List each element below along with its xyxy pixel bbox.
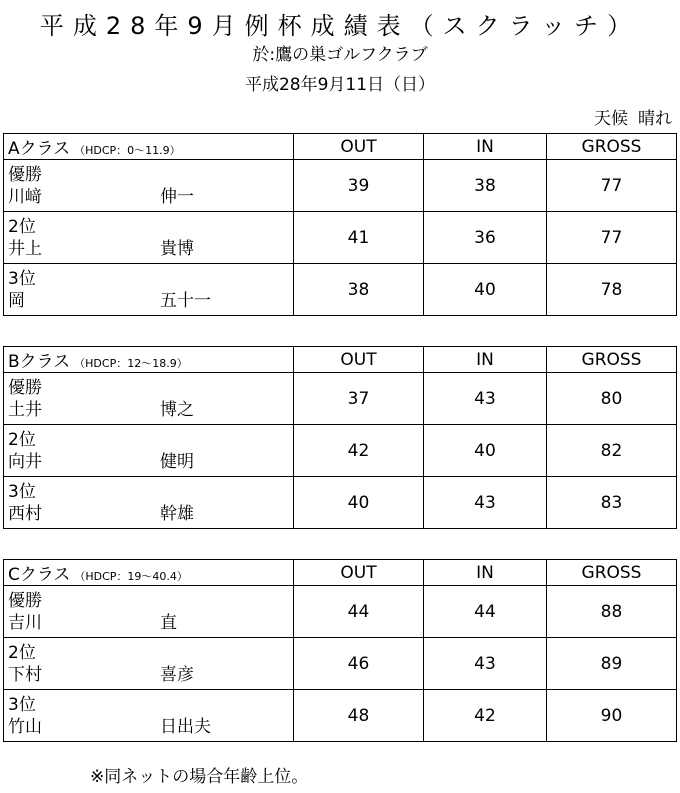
last-name: 下村 [8, 664, 42, 685]
player-name [4, 664, 293, 686]
hdcp-range: （HDCP：19〜40.4） [74, 570, 188, 583]
rank-label: 3位 [8, 268, 36, 289]
gross-score: 77 [547, 160, 677, 212]
class-a-table [3, 133, 677, 316]
gross-score: 80 [547, 373, 677, 425]
in-score: 43 [424, 373, 547, 425]
result-row [4, 160, 677, 212]
last-name: 川﨑 [8, 186, 42, 207]
weather-label: 天候 [594, 109, 628, 129]
out-header: OUT [294, 560, 424, 586]
weather-value: 晴れ [638, 109, 672, 129]
hdcp-range: （HDCP：12〜18.9） [74, 357, 188, 370]
class-header-row [4, 560, 677, 586]
out-header: OUT [294, 134, 424, 160]
player-cell [4, 160, 294, 212]
last-name: 西村 [8, 503, 42, 524]
in-header: IN [424, 134, 547, 160]
last-name: 吉川 [8, 612, 42, 633]
class-name: Aクラス [8, 139, 71, 159]
in-header: IN [424, 560, 547, 586]
hdcp-range: （HDCP：0〜11.9） [74, 144, 181, 157]
out-score: 48 [294, 690, 424, 742]
first-name: 博之 [160, 399, 194, 420]
result-row [4, 477, 677, 529]
first-name: 直 [160, 612, 177, 633]
player-name [4, 451, 293, 473]
class-header-row [4, 134, 677, 160]
first-name: 伸一 [160, 186, 194, 207]
in-score: 43 [424, 477, 547, 529]
last-name: 向井 [8, 451, 42, 472]
result-row [4, 264, 677, 316]
out-score: 41 [294, 212, 424, 264]
out-score: 38 [294, 264, 424, 316]
gross-score: 77 [547, 212, 677, 264]
gross-score: 83 [547, 477, 677, 529]
first-name: 健明 [160, 451, 194, 472]
out-score: 42 [294, 425, 424, 477]
class-b-table [3, 346, 677, 529]
result-row [4, 690, 677, 742]
result-row [4, 638, 677, 690]
player-cell [4, 638, 294, 690]
last-name: 井上 [8, 238, 42, 259]
out-score: 46 [294, 638, 424, 690]
in-score: 40 [424, 425, 547, 477]
player-cell [4, 477, 294, 529]
last-name: 竹山 [8, 716, 42, 737]
out-header: OUT [294, 347, 424, 373]
result-row [4, 586, 677, 638]
in-score: 36 [424, 212, 547, 264]
venue-line: 於:鷹の巣ゴルフクラブ [252, 45, 428, 65]
in-header: IN [424, 347, 547, 373]
gross-score: 88 [547, 586, 677, 638]
class-c-table [3, 559, 677, 742]
player-name [4, 186, 293, 208]
player-name [4, 716, 293, 738]
in-score: 38 [424, 160, 547, 212]
out-score: 37 [294, 373, 424, 425]
player-name [4, 503, 293, 525]
rank-label: 2位 [8, 642, 36, 663]
rank-label: 優勝 [8, 164, 42, 185]
footnote: ※同ネットの場合年齢上位。 [90, 767, 309, 787]
out-score: 39 [294, 160, 424, 212]
result-row [4, 212, 677, 264]
in-score: 43 [424, 638, 547, 690]
first-name: 五十一 [160, 290, 211, 311]
gross-header: GROSS [547, 347, 677, 373]
out-score: 40 [294, 477, 424, 529]
rank-label: 優勝 [8, 377, 42, 398]
result-row [4, 425, 677, 477]
player-name [4, 238, 293, 260]
in-score: 40 [424, 264, 547, 316]
player-cell [4, 373, 294, 425]
class-header-row [4, 347, 677, 373]
first-name: 幹雄 [160, 503, 194, 524]
last-name: 土井 [8, 399, 42, 420]
date-line: 平成28年9月11日（日） [244, 75, 436, 95]
player-name [4, 399, 293, 421]
gross-score: 89 [547, 638, 677, 690]
player-cell [4, 690, 294, 742]
first-name: 喜彦 [160, 664, 194, 685]
player-name [4, 290, 293, 312]
rank-label: 2位 [8, 429, 36, 450]
player-cell [4, 212, 294, 264]
gross-score: 78 [547, 264, 677, 316]
gross-score: 90 [547, 690, 677, 742]
player-cell [4, 586, 294, 638]
player-cell [4, 425, 294, 477]
rank-label: 3位 [8, 481, 36, 502]
gross-score: 82 [547, 425, 677, 477]
out-score: 44 [294, 586, 424, 638]
rank-label: 2位 [8, 216, 36, 237]
class-name: Cクラス [8, 565, 71, 585]
page-title: 平成28年9月例杯成績表（スクラッチ） [39, 12, 641, 40]
first-name: 日出夫 [160, 716, 211, 737]
class-name-cell [4, 134, 294, 160]
player-name [4, 612, 293, 634]
weather-line [594, 104, 672, 129]
class-name-cell [4, 560, 294, 586]
in-score: 44 [424, 586, 547, 638]
first-name: 貴博 [160, 238, 194, 259]
class-name: Bクラス [8, 352, 71, 372]
result-row [4, 373, 677, 425]
player-cell [4, 264, 294, 316]
gross-header: GROSS [547, 134, 677, 160]
in-score: 42 [424, 690, 547, 742]
rank-label: 優勝 [8, 590, 42, 611]
gross-header: GROSS [547, 560, 677, 586]
class-name-cell [4, 347, 294, 373]
last-name: 岡 [8, 290, 25, 311]
rank-label: 3位 [8, 694, 36, 715]
